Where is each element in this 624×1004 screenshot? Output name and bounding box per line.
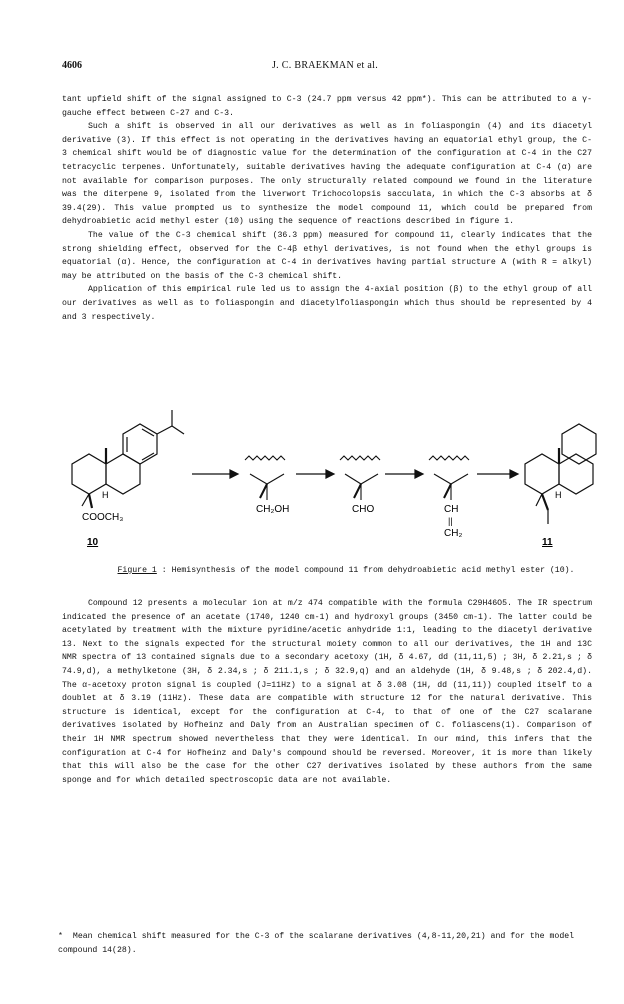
ring-b — [106, 454, 140, 494]
reaction-arrows — [192, 470, 518, 478]
body-text-top — [62, 93, 592, 324]
compound-label-10: 10 — [87, 537, 99, 548]
compound-10-structure — [72, 410, 184, 508]
double-bond-mark: || — [448, 516, 453, 526]
footnote — [58, 930, 594, 957]
running-header — [62, 60, 588, 74]
footnote-text: Mean chemical shift measured for the C-3 of the scalarane derivatives (4,8-11,20,21) and for the model compound 14(28). — [58, 932, 575, 955]
body-text-bottom — [62, 597, 592, 787]
paragraph: The value of the C-3 chemical shift (36.3 ppm) measured for compound 11, clearly indicates that the strong shielding effect, observed for the C-4β ethyl derivatives, is not found when the ethyl groups is equatorial (α). Hence, the configuration at C-4 in derivatives having partial structure A (with R = alkyl) may be attributed on the basis of the C-3 chemical shift. — [62, 230, 592, 281]
intermediate-fragments — [245, 456, 469, 500]
footnote-marker: * — [58, 932, 63, 941]
compound-label-11: 11 — [542, 537, 553, 548]
ring-c — [123, 424, 157, 464]
figure-label: Figure 1 — [117, 566, 157, 575]
running-authors: J. C. BRAEKMAN et al. — [271, 60, 379, 71]
ch2-label: CH₂ — [444, 528, 463, 539]
cho-label: CHO — [352, 504, 375, 515]
reaction-scheme — [62, 402, 602, 562]
ch2oh-label: CH₂OH — [256, 504, 290, 515]
figure-caption — [96, 566, 596, 575]
h-label: H — [555, 490, 562, 500]
paragraph: tant upfield shift of the signal assigned to C-3 (24.7 ppm versus 42 ppm*). This can be attributed to a γ-gauche effect between C-27 and C-3. — [62, 95, 592, 118]
h-label: H — [102, 490, 109, 500]
cooch3-label: COOCH₃ — [82, 512, 124, 523]
page-number: 4606 — [62, 60, 82, 71]
caption-text: : Hemisynthesis of the model compound 11 from dehydroabietic acid methyl ester (10). — [156, 566, 575, 575]
paragraph: Application of this empirical rule led us to assign the 4-axial position (β) to the ethyl group of all our derivatives as well as to foliaspongin and diacetylfoliaspongin which thus should be represented by 4 and 3 respectively. — [62, 285, 592, 322]
ring-a — [72, 454, 106, 494]
compound-11-structure — [525, 424, 596, 524]
paragraph: Compound 12 presents a molecular ion at m/z 474 compatible with the formula C29H46O5. The IR spectrum indicated the presence of an acetate (1740, 1240 cm-1) and hydroxyl groups (3450 cm-1). The latter could be acetylated by treatment with the mixture pyridine/acetic anhydride 1:1, leading to the diacetyl derivative 13. Next to the signals expected for the structural moiety common to all our derivatives, the 1H and 13C NMR spectra of 13 contained signals due to a secondary acetoxy (1H, δ 4.67, dd (11,11,5) ; 3H, δ 2.21,s ; δ 74.9,d), a methylketone (3H, δ 2.34,s ; δ 211.1,s ; δ 32.9,q) and an aldehyde (1H, δ 9.48,s ; δ 202.4,d). The α-acetoxy proton signal is coupled (J=11Hz) to a signal at δ 3.08 (1H, dd (11,11)) coupled itself to a doublet at δ 3.19 (11Hz). These data are compatible with structure 12 for the natural derivative. This structure is identical, except for the configuration at C-4, to that of one of the C27 scalarane derivatives isolated by Hofheinz and Daly from an Australian specimen of C. foliascens(1). Comparison of their 1H NMR spectrum showed nevertheless that they were identical. In our mind, this infers that the configuration at C-4 for Hofheinz and Daly's compound should be reversed. Moreover, it is more than likely that this will also be the case for the other C27 derivatives isolated by these authors from the same sponge and for which detailed spectroscopic data are not available. — [62, 599, 592, 785]
ch-label: CH — [444, 504, 459, 515]
paragraph: Such a shift is observed in all our derivatives as well as in foliaspongin (4) and its diacetyl derivative (3). If this effect is not operating in the derivatives having an equatorial ethyl group, the C-3 chemical shift would be of diagnostic value for the determination of the configuration at C-4 in the C27 tetracyclic terpenes. Unfortunately, suitable derivatives having the adequate configuration at C-4 (α) are not available for comparison purposes. The only structurally related compound we found in the literature was the diterpene 9, isolated from the liverwort Trichocolopsis sacculata, in which the C-3 absorbs at δ 39.4(29). This value prompted us to synthesize the model compound 11, which could be prepared from dehydroabietic acid methyl ester (10) using the sequence of reactions described in figure 1. — [62, 122, 592, 227]
